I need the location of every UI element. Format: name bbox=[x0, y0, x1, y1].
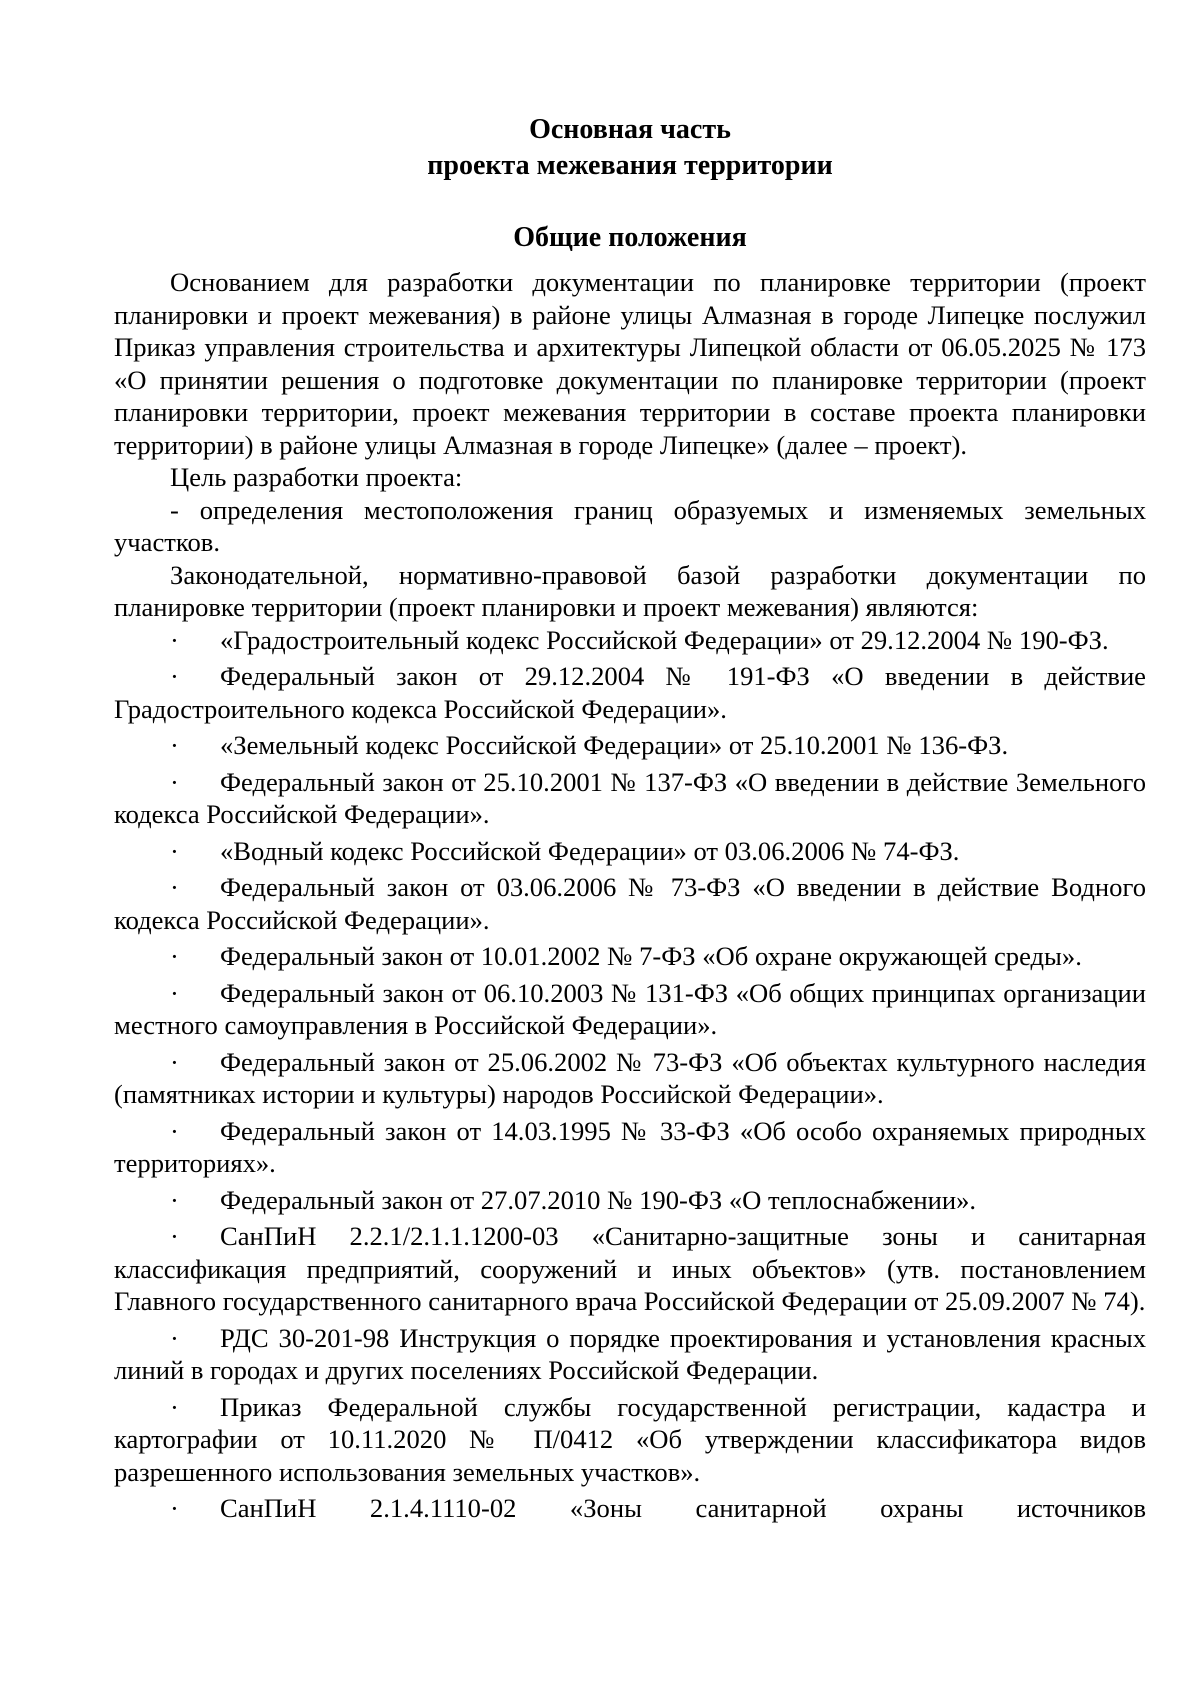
list-item bbox=[114, 624, 1146, 657]
goal-item: - определения местоположения границ образуемых и изменяемых земельных участков. bbox=[114, 494, 1146, 557]
document-title-line-2: проекта межевания территории bbox=[427, 150, 833, 181]
bullet-icon: · bbox=[170, 730, 179, 760]
bullet-icon: · bbox=[170, 1046, 179, 1077]
bullet-icon: · bbox=[170, 661, 179, 691]
list-item-text: «Градостроительный кодекс Российской Федерации» от 29.12.2004 № 190-ФЗ. bbox=[220, 624, 1109, 655]
list-item bbox=[114, 729, 1146, 762]
list-item-text: Приказ Федеральной службы государственной регистрации, кадастра и картографии от 10.11.2020 № П/0412 «Об утверждении классификатора видов разрешенного использования земельных участков». bbox=[114, 1391, 1146, 1487]
section-heading: Общие положения bbox=[513, 222, 747, 253]
list-item bbox=[114, 1184, 1146, 1217]
bullet-icon: · bbox=[170, 835, 179, 866]
list-item bbox=[114, 660, 1146, 725]
bullet-icon: · bbox=[170, 872, 179, 902]
list-item bbox=[114, 1046, 1146, 1111]
list-item-text: СанПиН 2.2.1/2.1.1.1200-03 «Санитарно-защитные зоны и санитарная классификация предприятий, сооружений и иных объектов» (утв. постановлением Главного государственного санитарного врача Российской Федерации от 25.09.2007 № 74). bbox=[114, 1221, 1146, 1316]
list-item-text: Федеральный закон от 29.12.2004 № 191-ФЗ «О введении в действие Градостроительного кодекса Российской Федерации». bbox=[114, 661, 1146, 724]
bullet-icon: · bbox=[170, 1115, 179, 1146]
bullet-icon: · bbox=[170, 941, 179, 971]
legal-basis-list bbox=[114, 624, 1146, 1525]
list-item bbox=[114, 1115, 1146, 1180]
bullet-icon: · bbox=[170, 1221, 179, 1251]
list-item-text: Федеральный закон от 06.10.2003 № 131-ФЗ «Об общих принципах организации местного самоуправления в Российской Федерации». bbox=[114, 977, 1146, 1040]
document-body bbox=[114, 112, 1146, 1529]
list-item-text: «Земельный кодекс Российской Федерации» от 25.10.2001 № 136-ФЗ. bbox=[220, 730, 1009, 760]
basis-intro: Законодательной, нормативно-правовой базой разработки документации по планировке территории (проект планировки и проект межевания) являются: bbox=[114, 559, 1146, 622]
document-title-line-1: Основная часть bbox=[529, 114, 731, 145]
list-item bbox=[114, 1322, 1146, 1387]
list-item-text: Федеральный закон от 25.06.2002 № 73-ФЗ «Об объектах культурного наследия (памятниках истории и культуры) народов Российской Федерации». bbox=[114, 1046, 1146, 1109]
list-item-text: Федеральный закон от 14.03.1995 № 33-ФЗ «Об особо охраняемых природных территориях». bbox=[114, 1115, 1146, 1178]
goal-label: Цель разработки проекта: bbox=[170, 462, 463, 492]
list-item bbox=[114, 940, 1146, 973]
bullet-icon: · bbox=[170, 1322, 179, 1353]
bullet-icon: · bbox=[170, 1493, 179, 1523]
bullet-icon: · bbox=[170, 977, 179, 1008]
bullet-icon: · bbox=[170, 1184, 179, 1215]
intro-paragraph: Основанием для разработки документации по планировке территории (проект планировки и проект межевания) в районе улицы Алмазная в городе Липецке послужил Приказ управления строительства и архитектуры Липецкой области от 06.05.2025 № 173 «О принятии решения о подготовке документации по планировке территории (проект планировки территории, проект межевания территории в составе проекта планировки территории) в районе улицы Алмазная в городе Липецке» (далее – проект). bbox=[114, 267, 1146, 460]
list-item bbox=[114, 835, 1146, 868]
bullet-icon: · bbox=[170, 766, 179, 797]
list-item bbox=[114, 1391, 1146, 1489]
list-item bbox=[114, 1220, 1146, 1318]
list-item-text: «Водный кодекс Российской Федерации» от 03.06.2006 № 74-ФЗ. bbox=[220, 835, 960, 866]
list-item bbox=[114, 1492, 1146, 1525]
list-item-text: СанПиН 2.1.4.1110-02 «Зоны санитарной охраны источников bbox=[220, 1493, 1146, 1523]
list-item-text: Федеральный закон от 25.10.2001 № 137-ФЗ «О введении в действие Земельного кодекса Российской Федерации». bbox=[114, 766, 1146, 829]
bullet-icon: · bbox=[170, 624, 179, 655]
list-item-text: Федеральный закон от 03.06.2006 № 73-ФЗ «О введении в действие Водного кодекса Российской Федерации». bbox=[114, 872, 1146, 935]
list-item-text: РДС 30-201-98 Инструкция о порядке проектирования и установления красных линий в городах и других поселениях Российской Федерации. bbox=[114, 1322, 1146, 1385]
bullet-icon: · bbox=[170, 1391, 179, 1422]
list-item bbox=[114, 871, 1146, 936]
list-item-text: Федеральный закон от 10.01.2002 № 7-ФЗ «Об охране окружающей среды». bbox=[220, 941, 1082, 971]
list-item-text: Федеральный закон от 27.07.2010 № 190-ФЗ «О теплоснабжении». bbox=[220, 1184, 977, 1215]
list-item bbox=[114, 977, 1146, 1042]
list-item bbox=[114, 766, 1146, 831]
